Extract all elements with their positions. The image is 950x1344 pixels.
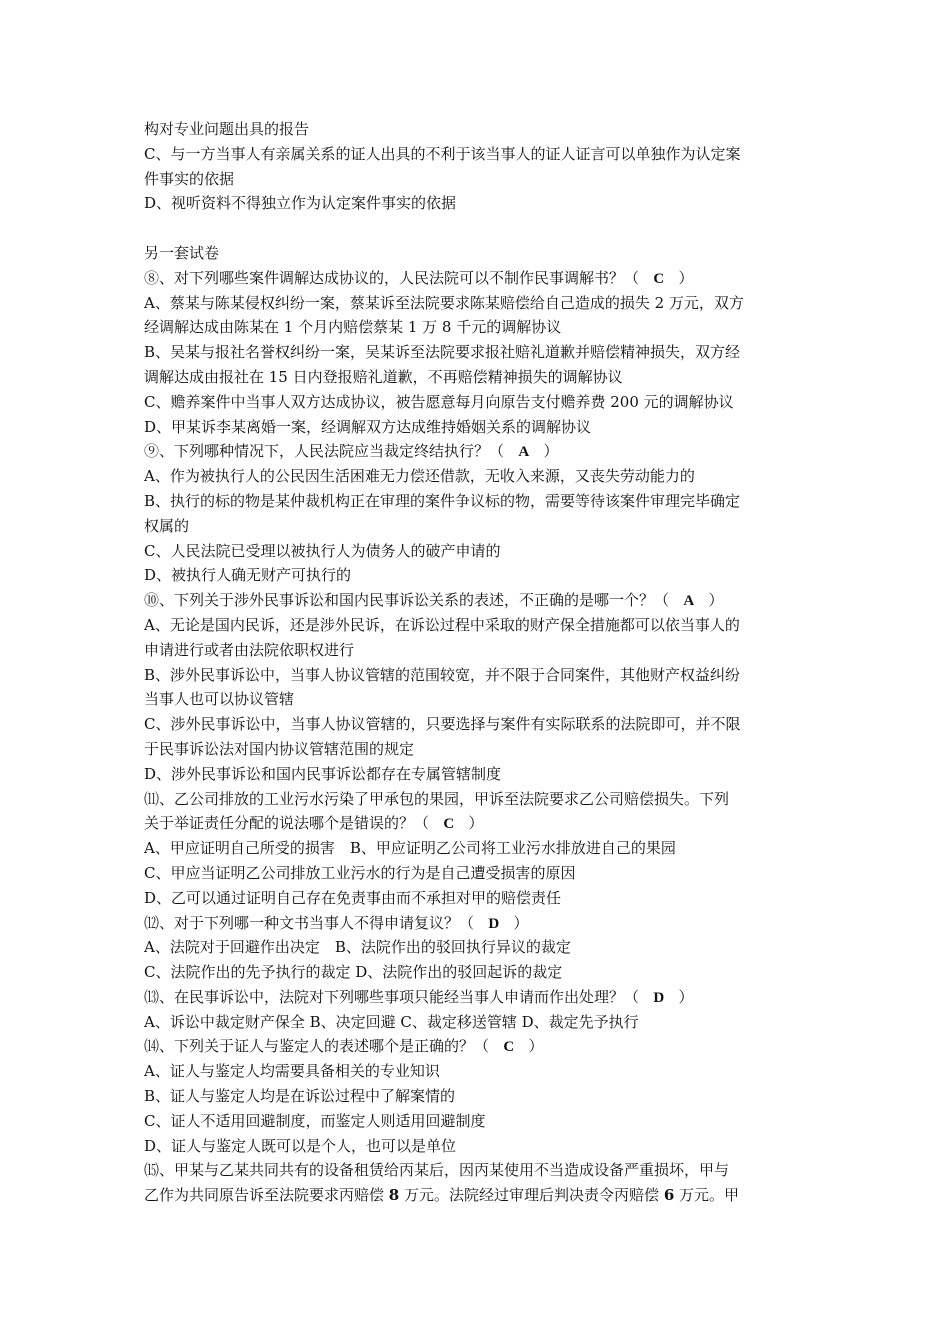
option-line: A、证人与鉴定人均需要具备相关的专业知识 (144, 1062, 440, 1081)
question-10-stem (144, 588, 812, 613)
option-line: 调解达成由报社在 15 日内登报赔礼道歉，不再赔偿精神损失的调解协议 (144, 367, 623, 386)
paren-close: ） (678, 268, 694, 287)
option-line: C、甲应当证明乙公司排放工业污水的行为是自己遭受损害的原因 (144, 863, 576, 882)
answer-letter: C (443, 816, 455, 833)
question-8-stem (144, 266, 812, 291)
question-9-stem (144, 439, 812, 464)
answer-letter: A (518, 444, 530, 461)
question-text: ⒀、在民事诉讼中，法院对下列哪些事项只能经当事人申请而作出处理？（ (144, 987, 640, 1006)
question-11-stem: ⑾、乙公司排放的工业污水污染了甲承包的果园，甲诉至法院要求乙公司赔偿损失。下列 (144, 789, 730, 808)
option-line: 当事人也可以协议管辖 (144, 690, 295, 709)
answer-letter: A (683, 593, 695, 610)
question-text: ⑨、下列哪种情况下，人民法院应当裁定终结执行？（ (144, 442, 505, 461)
paren-close: ） (543, 442, 559, 461)
question-15-stem-cont (144, 1183, 812, 1208)
answer-letter: D (488, 915, 500, 932)
document-body (144, 117, 812, 1208)
option-line: 申请进行或者由法院依职权进行 (144, 640, 355, 659)
question-text: 关于举证责任分配的说法哪个是错误的？（ (144, 814, 430, 833)
option-line: B、涉外民事诉讼中，当事人协议管辖的范围较宽，并不限于合同案件，其他财产权益纠纷 (144, 665, 741, 684)
text-line: D、视听资料不得独立作为认定案件事实的依据 (144, 194, 457, 213)
paren-close: ） (468, 814, 484, 833)
option-line: A、无论是国内民诉，还是涉外民诉，在诉讼过程中采取的财产保全措施都可以依当事人的 (144, 615, 740, 634)
answer-letter: C (503, 1039, 515, 1056)
option-line: A、甲应证明自己所受的损害 B、甲应证明乙公司将工业污水排放进自己的果园 (144, 839, 676, 858)
option-line: C、涉外民事诉讼中，当事人协议管辖的，只要选择与案件有实际联系的法院即可，并不限 (144, 715, 741, 734)
question-text: 万元。甲 (679, 1186, 740, 1205)
option-line: B、证人与鉴定人均是在诉讼过程中了解案情的 (144, 1087, 456, 1106)
section-title: 另一套试卷 (144, 243, 220, 262)
question-text: ⑩、下列关于涉外民事诉讼和国内民事诉讼关系的表述，不正确的是哪一个？（ (144, 591, 670, 610)
option-line: D、乙可以通过证明自己存在免责事由而不承担对甲的赔偿责任 (144, 888, 562, 907)
option-line: 权属的 (144, 516, 190, 535)
option-line: C、人民法院已受理以被执行人为债务人的破产申请的 (144, 541, 501, 560)
option-line: C、证人不适用回避制度，而鉴定人则适用回避制度 (144, 1111, 486, 1130)
question-15-stem: ⒂、甲某与乙某共同共有的设备租赁给丙某后，因丙某使用不当造成设备严重损坏，甲与 (144, 1161, 730, 1180)
question-text: 万元。法院经过审理后判决责令丙赔偿 (404, 1186, 660, 1205)
option-line: A、作为被执行人的公民因生活困难无力偿还借款，无收入来源，又丧失劳动能力的 (144, 467, 695, 486)
option-line: 经调解达成由陈某在 1 个月内赔偿蔡某 1 万 8 千元的调解协议 (144, 318, 562, 337)
paren-close: ） (528, 1037, 544, 1056)
question-text: 乙作为共同原告诉至法院要求丙赔偿 (144, 1186, 385, 1205)
paren-close: ） (513, 913, 529, 932)
text-line: 构对专业问题出具的报告 (144, 120, 310, 138)
option-line: 于民事诉讼法对国内协议管辖范围的规定 (144, 739, 415, 758)
text-line: 件事实的依据 (144, 169, 235, 188)
option-line: C、赡养案件中当事人双方达成协议，被告愿意每月向原告支付赡养费 200 元的调解协议 (144, 392, 734, 411)
option-line: A、蔡某与陈某侵权纠纷一案，蔡某诉至法院要求陈某赔偿给自己造成的损失 2 万元，双方 (144, 293, 744, 312)
option-line: C、法院作出的先予执行的裁定 D、法院作出的驳回起诉的裁定 (144, 963, 563, 982)
option-line: B、执行的标的物是某仲裁机构正在审理的案件争议标的物，需要等待该案件审理完毕确定 (144, 491, 741, 510)
question-14-stem (144, 1034, 812, 1059)
amount-awarded: 6 (663, 1186, 675, 1205)
option-line: A、法院对于回避作出决定 B、法院作出的驳回执行异议的裁定 (144, 938, 571, 957)
option-line: D、涉外民事诉讼和国内民事诉讼都存在专属管辖制度 (144, 764, 502, 783)
amount-claimed: 8 (388, 1186, 400, 1205)
option-line: B、吴某与报社名誉权纠纷一案，吴某诉至法院要求报社赔礼道歉并赔偿精神损失，双方经 (144, 343, 741, 362)
paren-close: ） (678, 987, 694, 1006)
question-12-stem (144, 911, 812, 936)
question-text: ⒁、下列关于证人与鉴定人的表述哪个是正确的？（ (144, 1037, 490, 1056)
option-line: D、甲某诉李某离婚一案，经调解双方达成维持婚姻关系的调解协议 (144, 417, 592, 436)
paren-close: ） (708, 591, 724, 610)
option-line: D、被执行人确无财产可执行的 (144, 566, 352, 585)
answer-letter: C (653, 270, 665, 287)
question-text: ⑧、对下列哪些案件调解达成协议的，人民法院可以不制作民事调解书？（ (144, 268, 640, 287)
blank-line (144, 216, 812, 241)
option-line: A、诉讼中裁定财产保全 B、决定回避 C、裁定移送管辖 D、裁定先予执行 (144, 1012, 639, 1031)
question-11-stem-cont (144, 811, 812, 836)
question-text: ⑿、对于下列哪一种文书当事人不得申请复议？（ (144, 913, 475, 932)
question-13-stem (144, 985, 812, 1010)
option-line: D、证人与鉴定人既可以是个人，也可以是单位 (144, 1136, 457, 1155)
answer-letter: D (653, 989, 665, 1006)
text-line: C、与一方当事人有亲属关系的证人出具的不利于该当事人的证人证言可以单独作为认定案 (144, 144, 741, 163)
